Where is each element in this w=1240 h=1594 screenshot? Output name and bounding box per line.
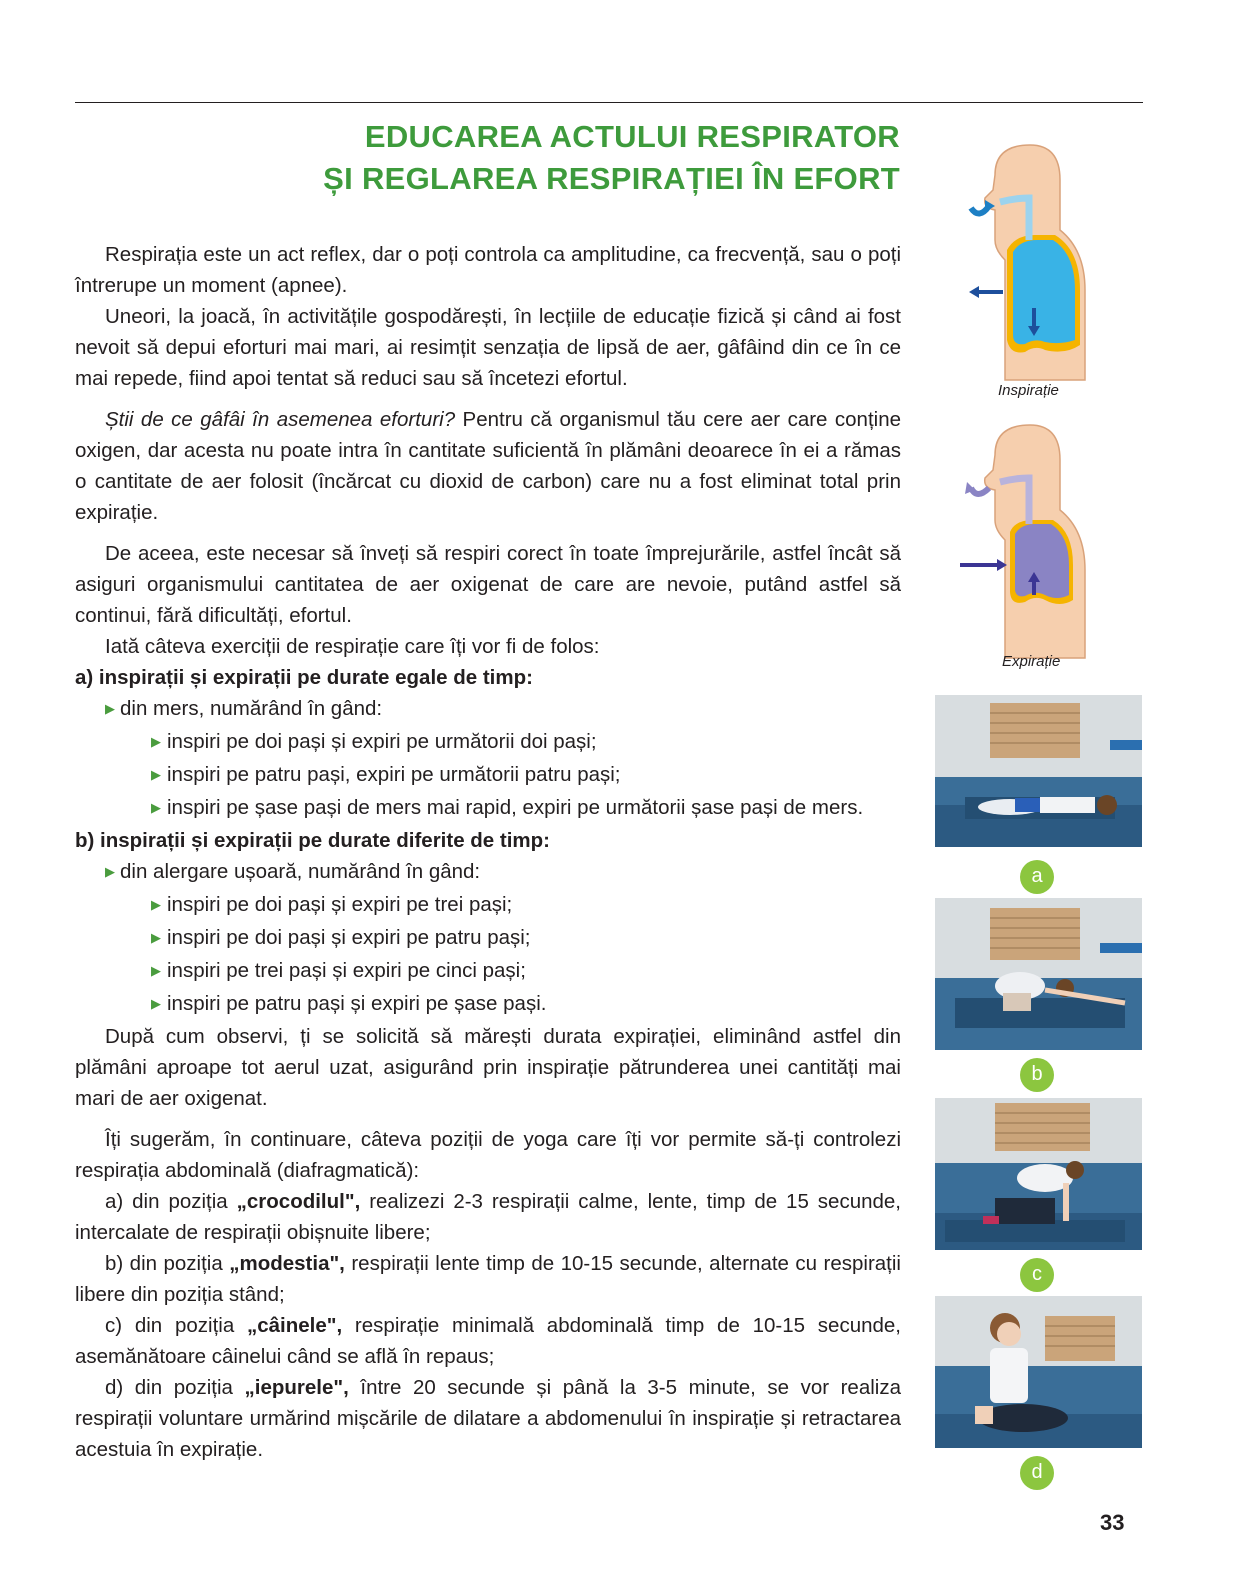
page-title-line-2: ȘI REGLAREA RESPIRAȚIEI ÎN EFORT	[323, 161, 900, 196]
section-a-heading: a) inspirații și expirații pe durate egale de timp:	[75, 666, 533, 689]
inspiration-label: Inspirație	[998, 382, 1059, 399]
photo-badge-a: a	[1020, 860, 1054, 894]
triangle-bullet-icon: ▶	[151, 963, 161, 978]
yoga-item-a: a) din poziția „crocodilul", realizezi 2-3 respirații calme, lente, timp de 15 secunde, intercalate de respirații obișnuite libere;	[75, 1190, 901, 1244]
triangle-bullet-icon: ▶	[151, 800, 161, 815]
section-a-item: ▶ inspiri pe doi pași și expiri pe următorii doi pași;	[151, 730, 597, 753]
triangle-bullet-icon: ▶	[151, 996, 161, 1011]
page-number: 33	[1100, 1510, 1125, 1535]
triangle-bullet-icon: ▶	[151, 767, 161, 782]
triangle-bullet-icon: ▶	[151, 734, 161, 749]
triangle-bullet-icon: ▶	[105, 701, 115, 716]
photo-dog-pose	[935, 1098, 1142, 1250]
section-b-heading: b) inspirații și expirații pe durate diferite de timp:	[75, 829, 551, 852]
intro-paragraph-2: Uneori, la joacă, în activitățile gospodărești, în lecțiile de educație fizică și când ai fost nevoit să depui eforturi mai mari, ai resimțit senzația de lipsă de aer, gâfâind din ce în ce mai repede, fiind apoi tentat să reduci sau să încetezi efortul.	[75, 305, 901, 390]
triangle-bullet-icon: ▶	[151, 897, 161, 912]
section-b-item: ▶ inspiri pe doi pași și expiri pe trei pași;	[151, 893, 513, 916]
triangle-bullet-icon: ▶	[105, 864, 115, 879]
question-paragraph	[75, 404, 901, 528]
photo-crocodile-pose	[935, 695, 1142, 847]
pose-name: „iepurele",	[244, 1376, 349, 1399]
section-b-item: ▶ inspiri pe patru pași și expiri pe șase pași.	[151, 992, 547, 1015]
photo-rabbit-pose	[935, 1296, 1142, 1448]
triangle-bullet-icon: ▶	[151, 930, 161, 945]
section-b-item: ▶ inspiri pe doi pași și expiri pe patru pași;	[151, 926, 531, 949]
yoga-item-c: c) din poziția „câinele", respirație minimală abdominală timp de 10-15 secunde, asemănătoare câinelui când se află în repaus;	[75, 1314, 901, 1368]
section-b-item: ▶ inspiri pe trei pași și expiri pe cinci pași;	[151, 959, 526, 982]
observe-paragraph: După cum observi, ți se solicită să mărești durata expirației, eliminând astfel din plămâni aproape tot aerul uzat, asigurând prin inspirație pătrunderea unei cantități mai mari de aer oxigenat.	[75, 1025, 901, 1110]
pose-name: „câinele",	[246, 1314, 343, 1337]
photo-badge-b: b	[1020, 1058, 1054, 1092]
exercises-intro: Iată câteva exerciții de respirație care îți vor fi de folos:	[105, 635, 600, 658]
intro-paragraph-1: Respirația este un act reflex, dar o poți controla ca amplitudine, ca frecvență, sau o poți întrerupe un moment (apnee).	[75, 243, 901, 297]
section-b-lead: ▶ din alergare ușoară, numărând în gând:	[105, 860, 481, 883]
inspiration-diagram	[955, 140, 1105, 385]
page-title-line-1: EDUCAREA ACTULUI RESPIRATOR	[364, 119, 900, 154]
section-a-item: ▶ inspiri pe șase pași de mers mai rapid, expiri pe următorii șase pași de mers.	[151, 796, 864, 819]
yoga-item-b: b) din poziția „modestia", respirații lente timp de 10-15 secunde, alternate cu respirații libere din poziția stând;	[75, 1252, 901, 1306]
yoga-item-d: d) din poziția „iepurele", între 20 secunde și până la 3-5 minute, se vor realiza respirații voluntare urmărind mișcările de dilatare a abdomenului în inspirație și retractarea acestuia în expirație.	[75, 1376, 901, 1461]
photo-badge-c: c	[1020, 1258, 1054, 1292]
main-text	[75, 239, 901, 1465]
correct-breathing-paragraph: De aceea, este necesar să înveți să respiri corect în toate împrejurările, astfel încât să asiguri organismului cantitatea de aer oxigenat de care are nevoie, putând astfel să continui, fără dificultăți, efortul.	[75, 542, 901, 627]
expiration-label: Expirație	[1002, 653, 1061, 670]
section-a-item: ▶ inspiri pe patru pași, expiri pe următorii patru pași;	[151, 763, 621, 786]
expiration-diagram	[955, 420, 1105, 660]
pose-name: „modestia",	[229, 1252, 345, 1275]
section-a-lead: ▶ din mers, numărând în gând:	[105, 697, 383, 720]
photo-badge-d: d	[1020, 1456, 1054, 1490]
photo-modesty-pose	[935, 898, 1142, 1050]
pose-name: „crocodilul",	[236, 1190, 361, 1213]
question-rest: Pentru că organismul tău cere aer care conține oxigen, dar acesta nu poate intra în cantitate suficientă în plămâni deoarece în ei a rămas o cantitate de aer folosit (încărcat cu dioxid de carbon) care nu a fost eliminat total prin expirație.	[75, 408, 901, 524]
yoga-intro-paragraph: Îți sugerăm, în continuare, câteva poziții de yoga care îți vor permite să-ți controlezi respirația abdominală (diafragmatică):	[75, 1128, 901, 1182]
top-rule	[75, 102, 1143, 103]
question-italic: Știi de ce gâfâi în asemenea eforturi?	[105, 408, 456, 431]
